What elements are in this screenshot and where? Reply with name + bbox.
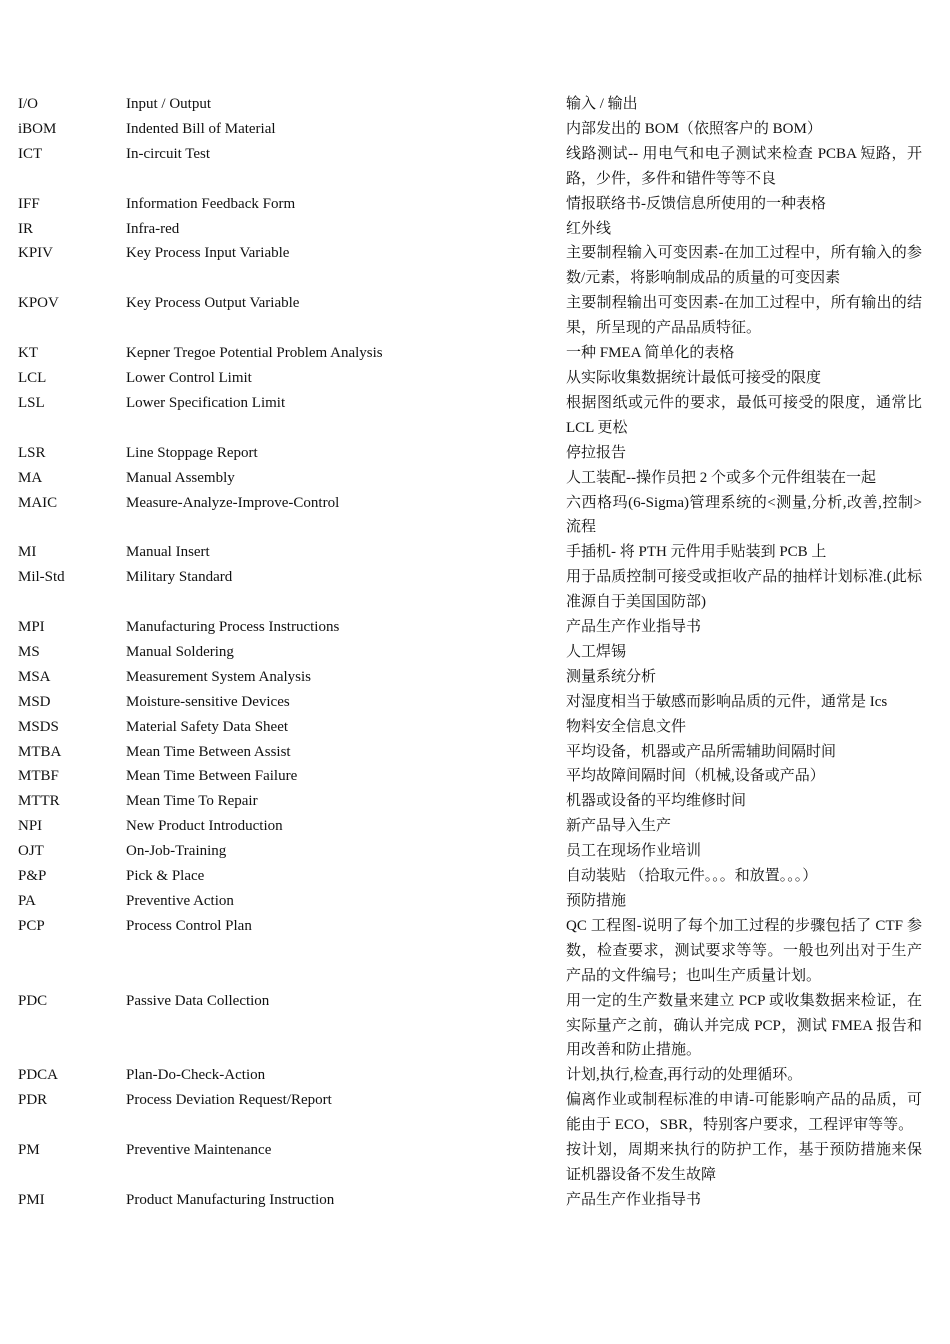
abbreviation: PDR: [18, 1092, 48, 1109]
english-term: Military Standard: [126, 569, 233, 586]
chinese-description: 情报联络书-反馈信息所使用的一种表格: [566, 195, 826, 212]
chinese-description: 测量系统分析: [566, 668, 657, 685]
glossary-row: [0, 864, 950, 889]
glossary-row: [0, 814, 950, 839]
abbreviation: KPOV: [18, 295, 59, 312]
english-term: Information Feedback Form: [126, 195, 296, 212]
glossary-row: [0, 640, 950, 665]
english-term: Process Deviation Request/Report: [126, 1092, 332, 1109]
abbreviation: MAIC: [18, 494, 58, 511]
glossary-row: [0, 217, 950, 242]
glossary-row: [0, 117, 950, 142]
glossary-row: [0, 839, 950, 864]
glossary-row: [0, 1138, 950, 1188]
chinese-description: 员工在现场作业培训: [566, 843, 702, 860]
glossary-row: [0, 665, 950, 690]
abbreviation: MI: [18, 544, 37, 561]
chinese-description: 用一定的生产数量来建立 PCP 或收集数据来检证，在实际量产之前，确认并完成 PCP，测试 FMEA 报告和用改善和防止措施。: [566, 992, 922, 1059]
english-term: Lower Specification Limit: [126, 394, 286, 411]
glossary-row: [0, 565, 950, 615]
glossary-row: [0, 914, 950, 989]
abbreviation: IFF: [18, 195, 40, 212]
english-term: Kepner Tregoe Potential Problem Analysis: [126, 345, 383, 362]
abbreviation: KPIV: [18, 245, 54, 262]
chinese-description: 机器或设备的平均维修时间: [566, 793, 747, 810]
chinese-description: 物料安全信息文件: [566, 718, 687, 735]
english-term: Process Control Plan: [126, 917, 252, 934]
chinese-description: 从实际收集数据统计最低可接受的限度: [566, 369, 822, 386]
glossary-row: [0, 1063, 950, 1088]
chinese-description: 用于品质控制可接受或拒收产品的抽样计划标准.(此标准源自于美国国防部): [566, 569, 922, 611]
glossary-row: [0, 92, 950, 117]
chinese-description: 主要制程输出可变因素-在加工过程中，所有输出的结果，所呈现的产品品质特征。: [566, 295, 922, 337]
chinese-description: 根据图纸或元件的要求，最低可接受的限度，通常比 LCL 更松: [566, 394, 922, 436]
english-term: Mean Time To Repair: [126, 793, 258, 810]
chinese-description: 六西格玛(6-Sigma)管理系统的<测量,分析,改善,控制>流程: [566, 494, 922, 536]
chinese-description: 红外线: [566, 220, 612, 237]
abbreviation: IR: [18, 220, 33, 237]
english-term: Indented Bill of Material: [126, 120, 276, 137]
abbreviation: ICT: [18, 145, 43, 162]
chinese-description: 输入 / 输出: [566, 96, 638, 112]
chinese-description: 平均故障间隔时间（机械,设备或产品）: [566, 768, 825, 785]
english-term: In-circuit Test: [126, 145, 211, 162]
abbreviation: PMI: [18, 1191, 45, 1208]
abbreviation: LCL: [18, 369, 47, 386]
abbreviation: MSA: [18, 668, 51, 685]
glossary-row: [0, 715, 950, 740]
glossary-row: [0, 192, 950, 217]
abbreviation: MSDS: [18, 718, 59, 735]
abbreviation: KT: [18, 345, 38, 362]
english-term: Plan-Do-Check-Action: [126, 1067, 266, 1084]
chinese-description: 产品生产作业指导书: [566, 619, 702, 636]
abbreviation: MPI: [18, 619, 45, 636]
abbreviation: PDC: [18, 992, 48, 1009]
abbreviation: PCP: [18, 917, 45, 934]
abbreviation: MTBA: [18, 743, 62, 760]
glossary-row: [0, 789, 950, 814]
abbreviation: MA: [18, 469, 43, 486]
english-term: Manual Soldering: [126, 643, 234, 660]
glossary-row: [0, 391, 950, 441]
abbreviation: MTBF: [18, 768, 59, 785]
english-term: Measure-Analyze-Improve-Control: [126, 494, 340, 511]
glossary-row: [0, 491, 950, 541]
abbreviation: LSR: [18, 444, 46, 461]
glossary-row: [0, 441, 950, 466]
abbreviation: PDCA: [18, 1067, 59, 1084]
glossary-row: [0, 366, 950, 391]
chinese-description: 按计划，周期来执行的防护工作，基于预防措施来保证机器设备不发生故障: [566, 1142, 922, 1183]
abbreviation: MSD: [18, 693, 51, 710]
english-term: New Product Introduction: [126, 818, 283, 835]
english-term: Input / Output: [126, 96, 211, 112]
chinese-description: 产品生产作业指导书: [566, 1191, 702, 1208]
abbreviation: MTTR: [18, 793, 60, 810]
english-term: Material Safety Data Sheet: [126, 718, 289, 735]
abbreviation: OJT: [18, 843, 44, 860]
english-term: Measurement System Analysis: [126, 668, 311, 685]
glossary-row: [0, 764, 950, 789]
abbreviation: Mil-Std: [18, 569, 65, 586]
chinese-description: 手插机- 将 PTH 元件用手贴装到 PCB 上: [566, 544, 827, 561]
glossary-row: [0, 241, 950, 291]
abbreviation: LSL: [18, 394, 45, 411]
english-term: Lower Control Limit: [126, 369, 252, 386]
english-term: Manual Insert: [126, 544, 210, 561]
chinese-description: 内部发出的 BOM（依照客户的 BOM）: [566, 120, 822, 137]
glossary-row: [0, 1088, 950, 1138]
abbreviation: PM: [18, 1142, 40, 1159]
abbreviation: NPI: [18, 818, 43, 835]
english-term: Infra-red: [126, 220, 180, 237]
glossary-row: [0, 540, 950, 565]
english-term: Product Manufacturing Instruction: [126, 1191, 335, 1208]
chinese-description: 主要制程输入可变因素-在加工过程中，所有输入的参数/元素，将影响制成品的质量的可变因素: [566, 245, 922, 287]
chinese-description: 新产品导入生产: [566, 818, 672, 835]
english-term: Mean Time Between Assist: [126, 743, 291, 760]
english-term: Manufacturing Process Instructions: [126, 619, 340, 636]
abbreviation: P&P: [18, 868, 47, 885]
glossary-row: [0, 142, 950, 192]
english-term: Preventive Maintenance: [126, 1142, 272, 1159]
english-term: Mean Time Between Failure: [126, 768, 298, 785]
glossary-row: [0, 989, 950, 1064]
chinese-description: 人工装配--操作员把 2 个或多个元件组装在一起: [566, 469, 876, 486]
english-term: Line Stoppage Report: [126, 444, 258, 461]
glossary-table: [0, 92, 950, 1213]
chinese-description: 一种 FMEA 简单化的表格: [566, 345, 735, 362]
english-term: Manual Assembly: [126, 469, 235, 486]
glossary-row: [0, 690, 950, 715]
chinese-description: 对湿度相当于敏感而影响品质的元件，通常是 Ics: [566, 693, 888, 710]
chinese-description: 自动装贴 （拾取元件。。。和放置。。。）: [566, 868, 818, 885]
chinese-description: 停拉报告: [566, 444, 627, 461]
glossary-row: [0, 889, 950, 914]
glossary-row: [0, 615, 950, 640]
english-term: Key Process Output Variable: [126, 295, 300, 312]
english-term: Key Process Input Variable: [126, 245, 290, 262]
abbreviation: I/O: [18, 96, 38, 112]
abbreviation: MS: [18, 643, 40, 660]
glossary-row: [0, 341, 950, 366]
english-term: Moisture-sensitive Devices: [126, 693, 290, 710]
chinese-description: QC 工程图-说明了每个加工过程的步骤包括了 CTF 参数，检查要求，测试要求等等。一般也列出对于生产产品的文件编号；也叫生产质量计划。: [566, 917, 922, 984]
chinese-description: 偏离作业或制程标准的申请-可能影响产品的品质，可能由于 ECO，SBR，特别客户要求，工程评审等等。: [566, 1092, 922, 1134]
english-term: Passive Data Collection: [126, 992, 270, 1009]
abbreviation: iBOM: [18, 120, 57, 137]
english-term: On-Job-Training: [126, 843, 227, 860]
glossary-row: [0, 291, 950, 341]
chinese-description: 计划,执行,检查,再行动的处理循环。: [566, 1067, 803, 1084]
chinese-description: 人工焊锡: [566, 643, 627, 660]
glossary-row: [0, 466, 950, 491]
chinese-description: 预防措施: [566, 893, 627, 909]
glossary-row: [0, 1188, 950, 1213]
chinese-description: 平均设备，机器或产品所需辅助间隔时间: [566, 743, 837, 760]
english-term: Preventive Action: [126, 893, 234, 909]
glossary-row: [0, 740, 950, 765]
abbreviation: PA: [18, 893, 36, 909]
english-term: Pick & Place: [126, 868, 205, 885]
chinese-description: 线路测试-- 用电气和电子测试来检查 PCBA 短路，开路，少件，多件和错件等等不良: [566, 145, 922, 187]
